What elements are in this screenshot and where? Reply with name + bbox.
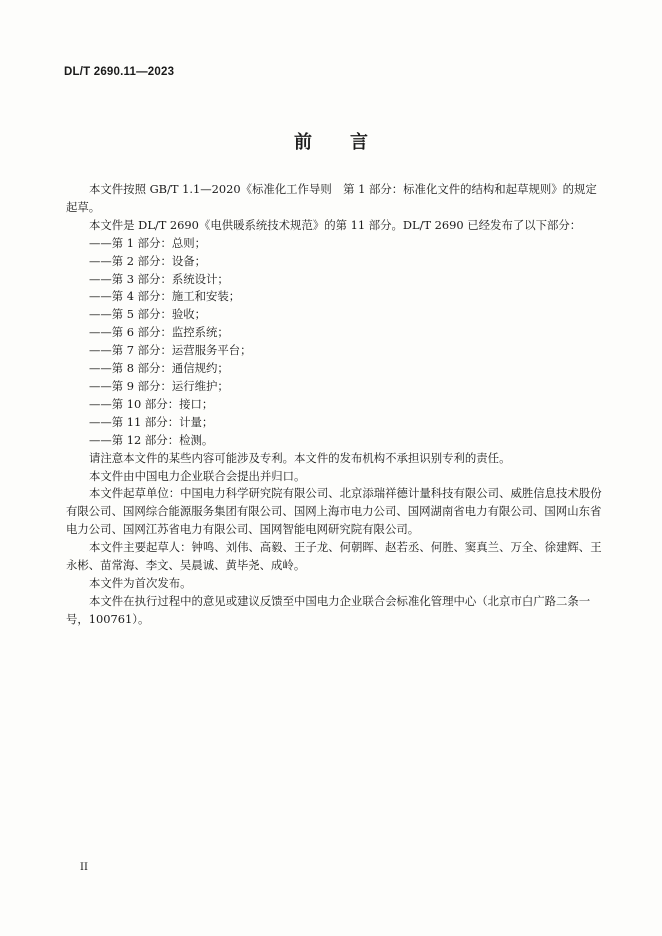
paragraph-feedback: 本文件在执行过程中的意见或建议反馈至中国电力企业联合会标准化管理中心（北京市白广路二条一号，100761）。 [66, 593, 591, 626]
list-item: ——第 4 部分：施工和安装； [89, 289, 241, 304]
list-item: ——第 6 部分：监控系统； [89, 325, 229, 340]
paragraph-first-release: 本文件为首次发布。 [89, 575, 192, 590]
foreword-body [66, 181, 606, 629]
list-item: ——第 12 部分：检测。 [89, 432, 214, 447]
list-item: ——第 5 部分：验收； [89, 307, 207, 322]
paragraph-drafters: 本文件主要起草人：钟鸣、刘伟、高毅、王子龙、何朝晖、赵若丞、何胜、窦真兰、万全、徐建辉、王永彬、苗常海、李文、吴晨诚、黄毕尧、成岭。 [66, 540, 602, 573]
paragraph-patent-notice: 请注意本文件的某些内容可能涉及专利。本文件的发布机构不承担识别专利的责任。 [89, 450, 511, 465]
list-item: ——第 2 部分：设备； [89, 253, 207, 268]
list-item: ——第 11 部分：计量； [89, 414, 214, 429]
parts-list [66, 235, 606, 450]
paragraph-series-intro: 本文件是 DL/T 2690《电供暖系统技术规范》的第 11 部分。DL/T 2690 已经发布了以下部分： [89, 217, 582, 232]
list-item: ——第 8 部分：通信规约； [89, 361, 229, 376]
paragraph-proposer: 本文件由中国电力企业联合会提出并归口。 [89, 468, 306, 483]
page-title: 前言 [294, 132, 406, 153]
list-item: ——第 10 部分：接口； [89, 396, 214, 411]
list-item: ——第 1 部分：总则； [89, 235, 207, 250]
list-item: ——第 3 部分：系统设计； [89, 271, 229, 286]
page-number: II [80, 862, 88, 873]
paragraph-drafting-rules: 本文件按照 GB/T 1.1—2020《标准化工作导则 第 1 部分：标准化文件的结构和起草规则》的规定起草。 [66, 182, 597, 214]
paragraph-drafting-units: 本文件起草单位：中国电力科学研究院有限公司、北京添瑞祥德计量科技有限公司、威胜信息技术股份有限公司、国网综合能源服务集团有限公司、国网上海市电力公司、国网湖南省电力有限公司、国网山东省电力公司、国网江苏省电力有限公司、国网智能电网研究院有限公司。 [66, 486, 602, 537]
document-code: DL/T 2690.11—2023 [64, 66, 175, 78]
list-item: ——第 9 部分：运行维护； [89, 378, 229, 393]
list-item: ——第 7 部分：运营服务平台； [89, 343, 252, 358]
